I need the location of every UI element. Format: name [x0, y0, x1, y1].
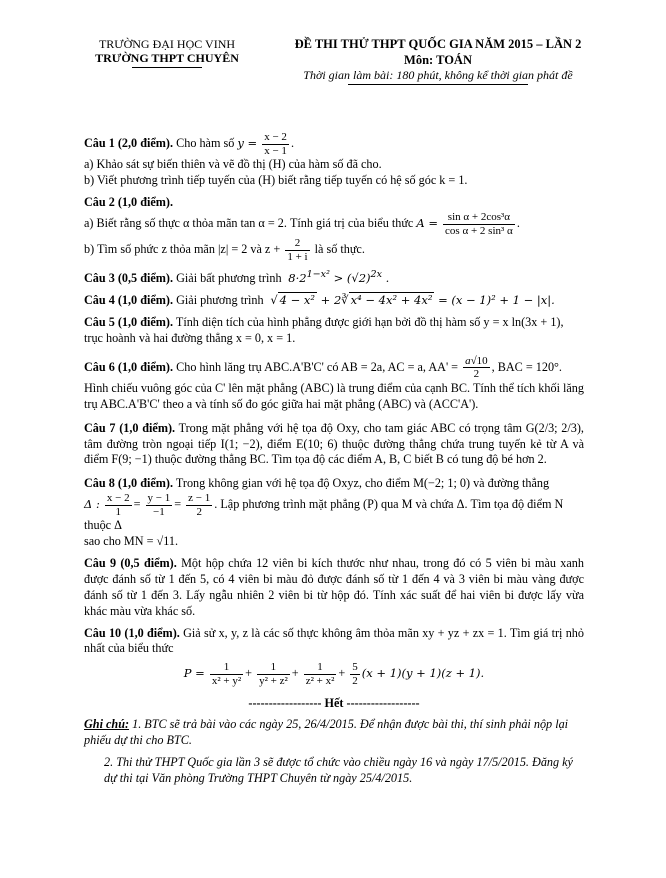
question-6-cont: Hình chiếu vuông góc của C' lên mặt phẳng (ABC) là trung điểm của cạnh BC. Tính thể tích khối lăng trụ ABC.A'B'C' theo a và tính số đo góc giữa hai mặt phẳng (ABC) và (ACC'A'). — [84, 380, 584, 411]
formula: y = — [237, 135, 258, 150]
question-9: Câu 9 (0,5 điểm). Một hộp chứa 12 viên bi kích thước như nhau, trong đó có 5 viên bi màu xanh được đánh số từ 1 đến 5, có 4 viên bi màu đỏ được đánh số từ 1 đến 4 và 3 viên bi màu vàng được đánh số từ 1 đến 3. Lấy ngẫu nhiên 2 viên bi từ hộp đó. Tính xác suất để hai viên bi được lấy vừa khác màu vừa khác số. — [84, 556, 584, 618]
note-2: 2. Thi thử THPT Quốc gia lần 3 sẽ được tổ chức vào chiều ngày 16 và ngày 17/5/2015. Đăng ký dự thi tại Văn phòng Trường THPT Chuyên từ ngày 25/4/2015. — [104, 755, 573, 785]
question-text: Cho hàm số — [176, 135, 235, 150]
question-8: Câu 8 (1,0 điểm). Trong không gian với hệ tọa độ Oxyz, cho điểm M(−2; 1; 0) và đường thẳng — [84, 476, 550, 491]
question-label: Câu 10 (1,0 điểm). — [84, 625, 180, 640]
question-6: Câu 6 (1,0 điểm). Cho hình lăng trụ ABC.A'B'C' có AB = 2a, AC = a, AA' = $\frac{a√10}{2}$ , BAC = 120°. — [84, 354, 562, 381]
fraction: $\frac{a√10}{2}$ — [465, 354, 488, 381]
question-4: Câu 4 (1,0 điểm). Giải phương trình √ 4 − x² + 2∛ x⁴ − 4x² + 4x² = (x − 1)² + 1 − |x|. — [84, 293, 555, 308]
question-label: Câu 1 (2,0 điểm). — [84, 135, 174, 150]
exam-subject: Môn: TOÁN — [404, 52, 472, 67]
question-label: Câu 3 (0,5 điểm). — [84, 271, 174, 286]
question-label: Câu 9 (0,5 điểm). — [84, 556, 177, 571]
fraction: $\frac{2}{1 + i}$ — [287, 237, 308, 263]
question-7: Câu 7 (1,0 điểm). Trong mặt phẳng với hệ tọa độ Oxy, cho tam giác ABC có trọng tâm G(2/3; 2/3), tâm đường tròn ngoại tiếp I(1; −2), điểm E(10; 6) thuộc đường thẳng chứa trung tuyến kẻ từ A và điểm F(9; −1) thuộc đường thẳng BC. Tìm tọa độ các điểm A, B, C biết B có tung độ bé hơn 2. — [84, 420, 584, 467]
question-1a: a) Khảo sát sự biến thiên và vẽ đồ thị (H) của hàm số đã cho. — [84, 157, 382, 172]
school-name-1: TRƯỜNG ĐẠI HỌC VINH — [98, 37, 236, 51]
question-8-cont: sao cho MN = √11. — [84, 534, 179, 549]
question-label: Câu 7 (1,0 điểm). — [84, 420, 176, 435]
end-marker: ------------------ Hết ------------------ — [248, 695, 420, 710]
question-label: Câu 5 (1,0 điểm). — [84, 314, 174, 329]
exam-body — [84, 125, 584, 787]
school-header — [92, 37, 242, 68]
formula: $8\cdot 2^{1-x^2} > (√2)^{2x}$ . — [284, 269, 390, 286]
formula: √ 4 − x² + 2∛ x⁴ − 4x² + 4x² = (x − 1)² + 1 − |x|. — [266, 293, 555, 308]
exam-time: Thời gian làm bài: 180 phút, không kể thời gian phát đề — [303, 68, 573, 83]
fraction: $\frac{x - 2}{x - 1}$ — [264, 131, 287, 157]
question-label: Câu 8 (1,0 điểm). — [84, 476, 174, 491]
question-label: Câu 2 (1,0 điểm). — [84, 195, 174, 209]
note-label: Ghi chú: — [84, 717, 130, 732]
question-10-formula: P = $\frac{1}{\text{x² + y²}}$ + $\frac{1}{\text{y² + z²}}$ + $\frac{1}{\text{z² + x²}}$ + $\frac{5}{2}$ (x + 1)(y + 1)(z + 1). — [183, 661, 485, 687]
question-2 — [84, 195, 584, 211]
question-5: Câu 5 (1,0 điểm). Tính diện tích của hình phẳng được giới hạn bởi đồ thị hàm số y = x ln(3x + 1), — [84, 314, 564, 329]
question-2a: a) Biết rằng số thực α thỏa mãn tan α = 2. Tính giá trị của biểu thức A = $\frac{\text{sin α + 2cos³α}}{\text{cos α + 2 sin³ α}}$ . — [84, 210, 520, 237]
header-underline — [132, 67, 202, 68]
header-underline — [348, 84, 528, 85]
question-label: Câu 6 (1,0 điểm). — [84, 359, 174, 374]
question-10: Câu 10 (1,0 điểm). Giả sử x, y, z là các số thực không âm thỏa mãn xy + yz + zx = 1. Tìm giá trị nhỏ nhất của biểu thức — [84, 625, 584, 656]
question-1b: b) Viết phương trình tiếp tuyến của (H) biết rằng tiếp tuyến có hệ số góc k = 1. — [84, 173, 468, 188]
question-1: Câu 1 (2,0 điểm). Cho hàm số y = $\frac{x - 2}{x - 1}$ . — [84, 131, 294, 157]
exam-header — [278, 37, 598, 85]
school-name-2: TRƯỜNG THPT CHUYÊN — [95, 51, 239, 66]
question-8-line: Δ : $\frac{x - 2}{1}$ = $\frac{y - 1}{-1}$ = $\frac{z - 1}{2}$ . Lập phương trình mặt phẳng (P) qua M và chứa Δ. Tìm tọa độ điểm N thuộc Δ — [84, 492, 564, 533]
question-label: Câu 4 (1,0 điểm). — [84, 293, 174, 308]
note-1: Ghi chú: 1. BTC sẽ trả bài vào các ngày 25, 26/4/2015. Để nhận được bài thi, thí sinh phải nộp lại phiếu dự thi cho BTC. — [84, 717, 569, 748]
question-3: Câu 3 (0,5 điểm). Giải bất phương trình $8\cdot 2^{1-x^2} > (√2)^{2x}$ . — [84, 269, 390, 286]
question-2b: b) Tìm số phức z thỏa mãn |z| = 2 và z + $\frac{2}{1 + i}$ là số thực. — [84, 237, 365, 263]
fraction: $\frac{\text{sin α + 2cos³α}}{\text{cos α + 2 sin³ α}}$ — [445, 210, 513, 237]
exam-title: ĐỀ THI THỬ THPT QUỐC GIA NĂM 2015 – LẦN 2 — [294, 37, 582, 51]
question-5-cont: trục hoành và hai đường thẳng x = 0, x = 1. — [84, 330, 296, 345]
